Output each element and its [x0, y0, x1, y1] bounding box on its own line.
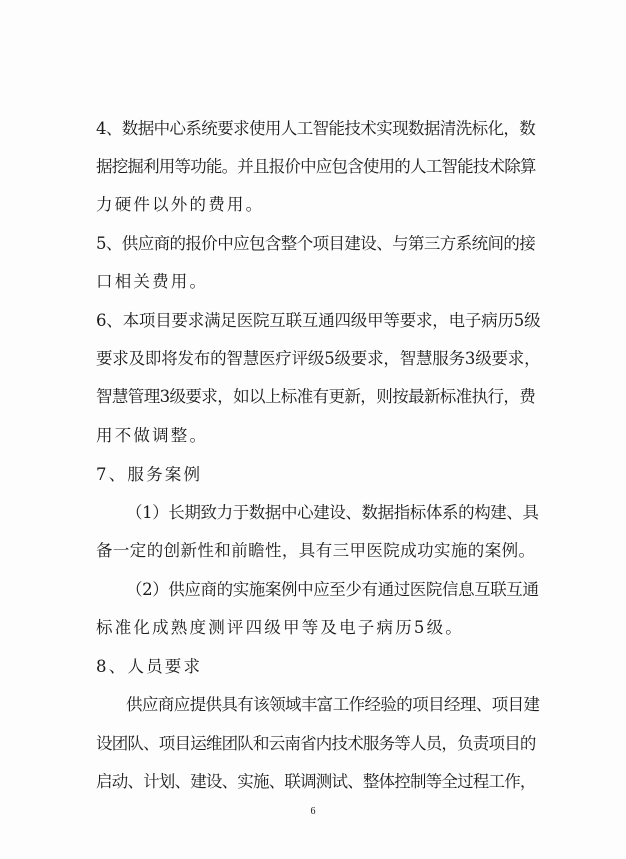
- section-7-heading: 7、服务案例: [96, 465, 203, 484]
- para-5-line-1: 5、供应商的报价中应包含整个项目建设、与第三方系统间的接: [96, 234, 536, 253]
- para-7-2-line-2: 标准化成熟度测评四级甲等及电子病历5级。: [96, 618, 464, 637]
- section-8-heading: 8、人员要求: [96, 657, 203, 676]
- para-6-line-3: 智慧管理3级要求，如以上标准有更新，则按最新标准执行，费: [96, 387, 536, 406]
- para-8-line-2: 设团队、项目运维团队和云南省内技术服务等人员，负责项目的: [96, 734, 536, 753]
- para-4-line-1: 4、数据中心系统要求使用人工智能技术实现数据清洗标化，数: [96, 119, 536, 138]
- para-6-line-1: 6、本项目要求满足医院互联互通四级甲等要求，电子病历5级: [96, 311, 541, 330]
- para-8-line-3: 启动、计划、建设、实施、联调测试、整体控制等全过程工作，: [96, 772, 536, 791]
- para-8-line-1: 供应商应提供具有该领域丰富工作经验的项目经理、项目建: [126, 695, 540, 714]
- para-7-1-line-2: 备一定的创新性和前瞻性，具有三甲医院成功实施的案例。: [96, 541, 536, 560]
- para-7-1-line-1: （1）长期致力于数据中心建设、数据指标体系的构建、具: [126, 503, 539, 522]
- page-number: 6: [310, 806, 316, 817]
- para-6-line-4: 用不做调整。: [96, 426, 209, 445]
- para-5-line-2: 口相关费用。: [96, 272, 209, 291]
- para-4-line-2: 据挖掘利用等功能。并且报价中应包含使用的人工智能技术除算: [96, 157, 536, 176]
- para-4-line-3: 力硬件以外的费用。: [96, 195, 265, 214]
- para-6-line-2: 要求及即将发布的智慧医疗评级5级要求，智慧服务3级要求，: [96, 349, 541, 368]
- para-7-2-line-1: （2）供应商的实施案例中应至少有通过医院信息互联互通: [126, 580, 539, 599]
